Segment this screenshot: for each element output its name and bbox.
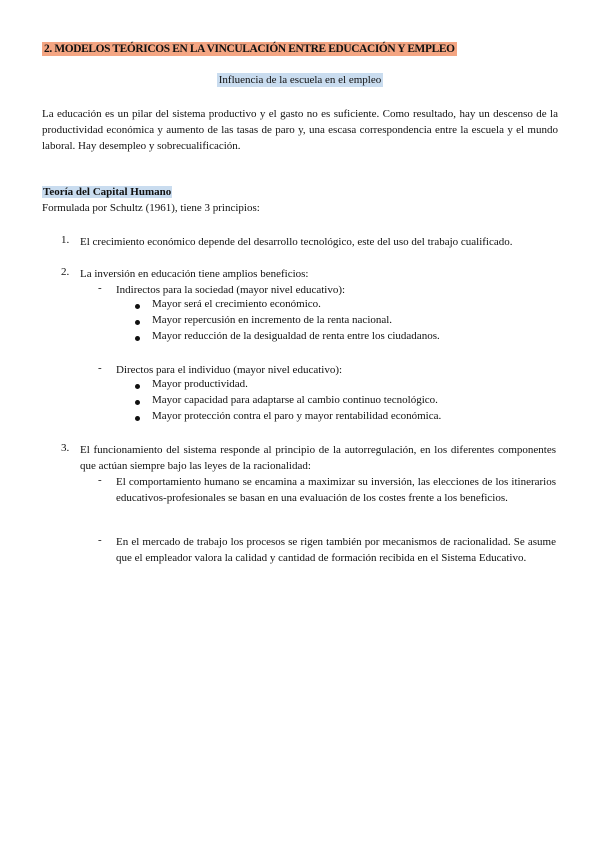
subitem-text: Indirectos para la sociedad (mayor nivel educativo): [116, 284, 346, 296]
item-text: El crecimiento económico depende del desarrollo tecnológico, este del uso del trabajo cualificado. [80, 236, 513, 248]
bullet-text: Mayor repercusión en incremento de la renta nacional. [152, 314, 393, 326]
item-number: 3. [61, 442, 70, 454]
bullet-dot [135, 336, 140, 341]
item-text: La inversión en educación tiene amplios beneficios: [80, 268, 309, 280]
dash-marker: - [98, 534, 102, 546]
dash-marker: - [98, 282, 102, 294]
item-number: 1. [61, 234, 70, 246]
intro-paragraph: La educación es un pilar del sistema productivo y el gasto no es suficiente. Como resultado, hay un descenso de la productividad económica y aumento de las tasas de paro y, una escasa correspondencia entre la escuela y el mundo laboral. Hay desempleo y sobrecualificación. [42, 108, 558, 152]
bullet-text: Mayor productividad. [152, 378, 248, 390]
bullet-dot [135, 304, 140, 309]
bullet-dot [135, 416, 140, 421]
subtitle-text: Influencia de la escuela en el empleo [218, 74, 382, 86]
dash-marker: - [98, 474, 102, 486]
bullet-dot [135, 400, 140, 405]
subtitle [0, 74, 600, 86]
bullet-text: Mayor capacidad para adaptarse al cambio continuo tecnológico. [152, 394, 438, 406]
bullet-text: Mayor protección contra el paro y mayor rentabilidad económica. [152, 410, 442, 422]
bullet-dot [135, 320, 140, 325]
theory-heading: Teoría del Capital Humano [43, 186, 172, 198]
item-number: 2. [61, 266, 70, 278]
bullet-text: Mayor reducción de la desigualdad de renta entre los ciudadanos. [152, 330, 440, 342]
bullet-dot [135, 384, 140, 389]
theory-subheading: Formulada por Schultz (1961), tiene 3 principios: [42, 202, 260, 214]
section-title: 2. MODELOS TEÓRICOS EN LA VINCULACIÓN ENTRE EDUCACIÓN Y EMPLEO [44, 43, 455, 55]
subitem-text: En el mercado de trabajo los procesos se rigen también por mecanismos de racionalidad. Se asume que el empleador valora la calidad y cantidad de formación recibida en el Sistema Educativo. [116, 536, 556, 564]
dash-marker: - [98, 362, 102, 374]
bullet-text: Mayor será el crecimiento económico. [152, 298, 321, 310]
subitem-text: Directos para el individuo (mayor nivel educativo): [116, 364, 343, 376]
subitem-text: El comportamiento humano se encamina a maximizar su inversión, las elecciones de los itinerarios educativos-profesionales se basan en una evaluación de los costes frente a los beneficios. [116, 476, 556, 504]
item-text: El funcionamiento del sistema responde al principio de la autorregulación, en los diferentes componentes que actúan siempre bajo las leyes de la racionalidad: [80, 444, 556, 472]
